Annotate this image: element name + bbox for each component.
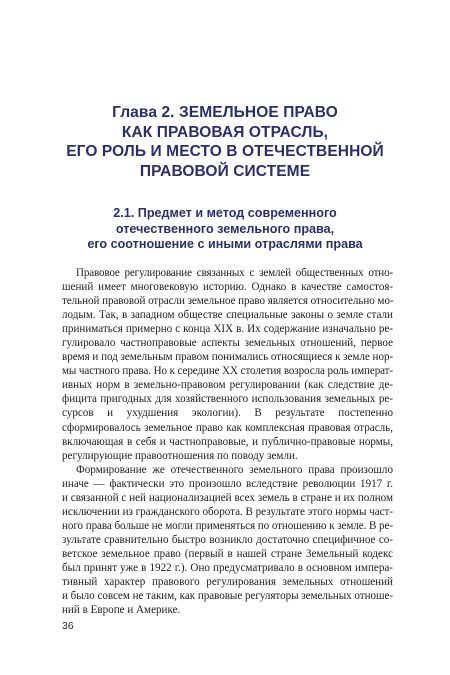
paragraph-1 bbox=[62, 266, 393, 463]
text-line: регулирующие правоотношения по поводу земли. bbox=[62, 449, 298, 462]
text-line: ивных норм в земельно-правовом регулировании (как следствие де- bbox=[62, 379, 393, 392]
text-line: иначе — фактически это произошло вследствие революции 1917 г. bbox=[62, 477, 393, 490]
text-line: был принят уже в 1922 г.). Оно предусматривало в основном импера- bbox=[62, 561, 393, 574]
text-line: зультате сравнительно быстро возникло достаточно специфичное со- bbox=[62, 533, 393, 546]
text-line: мы частного права. Но к середине XX столетия возросла роль императ- bbox=[62, 365, 394, 378]
text-line: время и под земельным правом понимались относящиеся к земле нор- bbox=[62, 351, 394, 364]
text-line: исключении из гражданского оборота. В результате этого нормы част- bbox=[62, 505, 394, 518]
text-line: шений имеет многовековую историю. Однако в качестве самостоя- bbox=[62, 281, 393, 294]
chapter-title-line: ЕГО РОЛЬ И МЕСТО В ОТЕЧЕСТВЕННОЙ bbox=[66, 143, 384, 160]
section-title-line: отечественного земельного права, bbox=[115, 221, 335, 236]
text-line: фицита пригодных для хозяйственного использования земельных ре- bbox=[62, 393, 393, 406]
text-line: гулировало частноправовые аспекты земельных отношений, первое bbox=[62, 337, 393, 350]
chapter-title-line: КАК ПРАВОВАЯ ОТРАСЛЬ, bbox=[121, 123, 329, 141]
text-line: приниматься примерно с конца XIX в. Их содержание изначально ре- bbox=[62, 323, 393, 336]
chapter-title-line: Глава 2. ЗЕМЕЛЬНОЕ ПРАВО bbox=[112, 104, 338, 121]
text-line: тельной правовой отрасли земельное право является относительно мо- bbox=[62, 295, 394, 308]
text-line: и было совсем не таким, как правовые регуляторы земельных отноше- bbox=[62, 590, 393, 603]
chapter-title bbox=[60, 103, 390, 181]
text-line: включающая в себя и частноправовые, и публично-правовые нормы, bbox=[62, 435, 393, 448]
chapter-title-line: ПРАВОВОЙ СИСТЕМЕ bbox=[139, 162, 311, 180]
text-line: тивный характер правового регулирования земельных отношений bbox=[62, 576, 393, 589]
paragraph-2 bbox=[62, 463, 393, 618]
text-line: лодым. Так, в западном обществе специальные законы о земле стали bbox=[62, 309, 393, 322]
section-title-line: 2.1. Предмет и метод современного bbox=[113, 206, 337, 220]
text-line: сформировалось земельное право как комплексная правовая отрасль, bbox=[62, 421, 393, 434]
section-title bbox=[60, 206, 390, 253]
body-text bbox=[62, 266, 393, 617]
text-line: сурсов и ухудшения экологии). В результате постепенно bbox=[62, 407, 393, 420]
section-title-line: его соотношение с иными отраслями права bbox=[87, 237, 363, 251]
text-line: Правовое регулирование связанных с землей общественных отно- bbox=[76, 267, 393, 279]
page-number: 36 bbox=[62, 620, 74, 632]
text-line: ветское земельное право (первый в нашей стране Земельный кодекс bbox=[62, 547, 393, 560]
text-line: ний в Европе и Америке. bbox=[62, 604, 181, 617]
text-line: Формирование же отечественного земельного права произошло bbox=[76, 463, 393, 476]
text-line: и связанной с ней национализацией всех земель в стране и их полном bbox=[62, 491, 393, 504]
text-line: ного права больше не могли применяться по отношению к земле. В ре- bbox=[62, 519, 393, 532]
